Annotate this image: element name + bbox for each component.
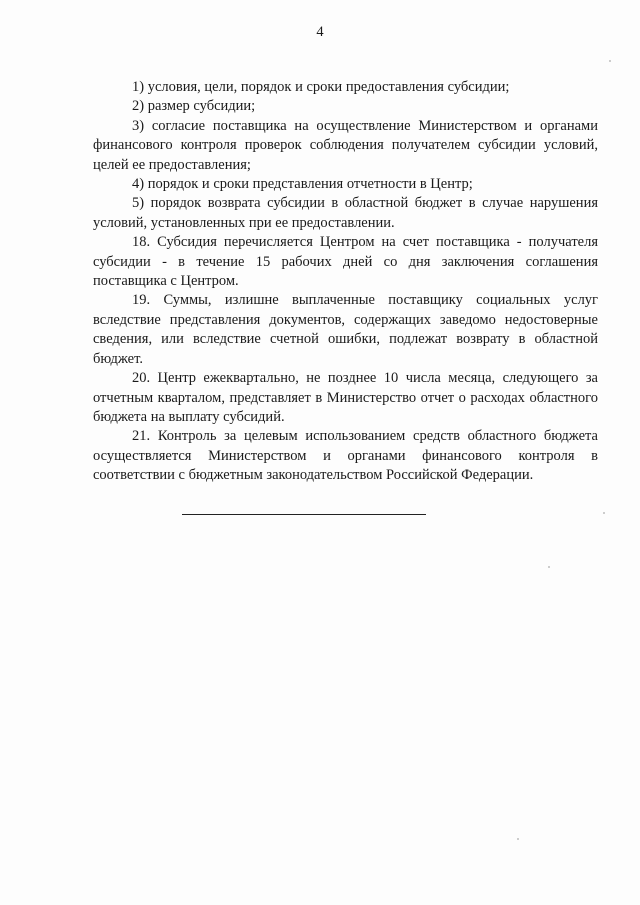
paragraph-item-2: 2) размер субсидии; [132, 98, 256, 115]
document-body [93, 78, 598, 486]
scan-speck [603, 512, 605, 514]
paragraph-20: 20. Центр ежеквартально, не позднее 10 числа месяца, следующего за отчетным кварталом, представляет в Министерство отчет о расходах областного бюджета на выплату субсидий. [93, 370, 598, 425]
paragraph-item-1: 1) условия, цели, порядок и сроки предоставления субсидии; [132, 79, 510, 95]
paragraph-19: 19. Суммы, излишне выплаченные поставщику социальных услуг вследствие представления документов, содержащих заведомо недостоверные сведения, или вследствие счетной ошибки, подлежат возврату в областной бюджет. [93, 292, 598, 367]
paragraph-18: 18. Субсидия перечисляется Центром на счет поставщика - получателя субсидии - в течение 15 рабочих дней со дня заключения соглашения поставщика с Центром. [93, 234, 598, 290]
scan-speck [548, 566, 550, 568]
scan-speck [609, 60, 611, 62]
closing-rule-line [182, 514, 426, 515]
paragraph-item-4: 4) порядок и сроки представления отчетности в Центр; [132, 176, 473, 193]
paragraph-item-3: 3) согласие поставщика на осуществление Министерством и органами финансового контроля проверок соблюдения получателем субсидии условий, целей ее предоставления; [93, 117, 598, 173]
scan-speck [517, 838, 519, 840]
page-number: 4 [316, 24, 324, 40]
paragraph-item-5: 5) порядок возврата субсидии в областной бюджет в случае нарушения условий, установленных при ее предоставлении. [93, 195, 598, 231]
paragraph-21: 21. Контроль за целевым использованием средств областного бюджета осуществляется Министерством и органами финансового контроля в соответствии с бюджетным законодательством Российской Федерации. [93, 428, 598, 484]
